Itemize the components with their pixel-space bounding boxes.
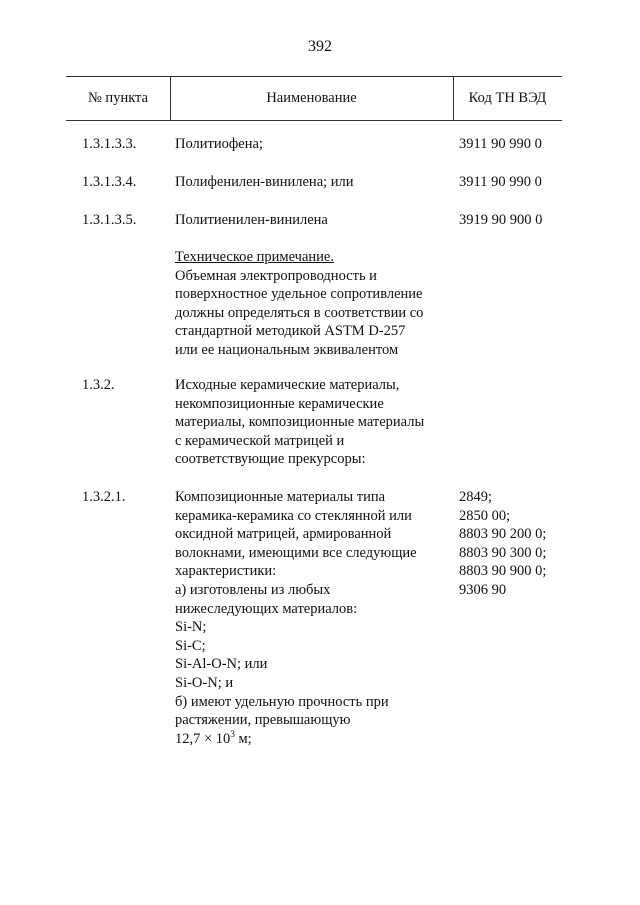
row-number: 1.3.2.: [82, 377, 115, 393]
code-line: 3911 90 990 0: [459, 174, 542, 190]
strength-unit: м;: [234, 730, 252, 747]
code-line: 3919 90 900 0: [459, 212, 543, 228]
note-line: Объемная электропроводность и: [175, 267, 377, 284]
name-line: Политиофена;: [175, 136, 263, 152]
row-code: [459, 135, 569, 154]
name-line: растяжении, превышающую: [175, 712, 351, 729]
name-line: некомпозиционные керамические: [175, 395, 384, 412]
name-line: волокнами, имеющими все следующие: [175, 544, 417, 561]
row-number: 1.3.1.3.3.: [82, 136, 137, 152]
row-code: [459, 211, 569, 230]
note-line: стандартной методикой ASTM D-257: [175, 323, 406, 340]
row-code: [459, 488, 569, 600]
name-line: оксидной матрицей, армированной: [175, 526, 392, 543]
name-line: нижеследующих материалов:: [175, 600, 358, 617]
strength-exponent: 3: [230, 728, 235, 739]
strength-base: 12,7 × 10: [175, 730, 231, 747]
code-line: 8803 90 900 0;: [459, 563, 547, 580]
name-line: б) имеют удельную прочность при: [175, 693, 389, 710]
code-line: 3911 90 990 0: [459, 136, 542, 152]
name-line: Композиционные материалы типа: [175, 489, 386, 505]
header-code: Код ТН ВЭД: [468, 90, 547, 106]
name-line: Si-Al-O-N; или: [175, 656, 268, 673]
name-line: керамика-керамика со стеклянной или: [175, 507, 412, 524]
name-line: а) изготовлены из любых: [175, 581, 331, 598]
row-name: [175, 135, 455, 154]
code-line: 8803 90 300 0;: [459, 544, 547, 561]
note-body: [175, 248, 455, 360]
row-number: 1.3.1.3.4.: [82, 174, 137, 190]
code-line: 9306 90: [459, 581, 507, 598]
name-line: материалы, композиционные материалы: [175, 414, 425, 431]
name-line: характеристики:: [175, 563, 277, 580]
strength-value: [175, 730, 455, 749]
row-name: [175, 488, 455, 748]
header-name: Наименование: [266, 90, 357, 106]
code-line: 2849;: [459, 489, 493, 505]
row-name: [175, 376, 455, 469]
row-number: 1.3.1.3.5.: [82, 212, 137, 228]
code-line: 8803 90 200 0;: [459, 526, 547, 543]
name-line: Si-C;: [175, 637, 206, 654]
name-line: Исходные керамические материалы,: [175, 377, 400, 393]
note-line: должны определяться в соответствии со: [175, 304, 424, 321]
note-title: Техническое примечание.: [175, 249, 334, 265]
table-header-rule: [66, 120, 562, 121]
name-line: Полифенилен-винилена; или: [175, 174, 354, 190]
row-name: [175, 211, 455, 230]
name-line: Политиенилен-винилена: [175, 212, 328, 228]
page-number: 392: [308, 38, 332, 55]
table-top-rule: [66, 76, 562, 77]
header-number: № пункта: [87, 90, 149, 106]
row-name: [175, 173, 455, 192]
name-line: с керамической матрицей и: [175, 432, 345, 449]
row-number: 1.3.2.1.: [82, 489, 126, 505]
row-code: [459, 173, 569, 192]
name-line: Si-O-N; и: [175, 674, 234, 691]
note-line: поверхностное удельное сопротивление: [175, 286, 423, 303]
name-line: Si-N;: [175, 619, 207, 636]
code-line: 2850 00;: [459, 507, 511, 524]
note-line: или ее национальным эквивалентом: [175, 341, 399, 358]
name-line: соответствующие прекурсоры:: [175, 451, 366, 468]
